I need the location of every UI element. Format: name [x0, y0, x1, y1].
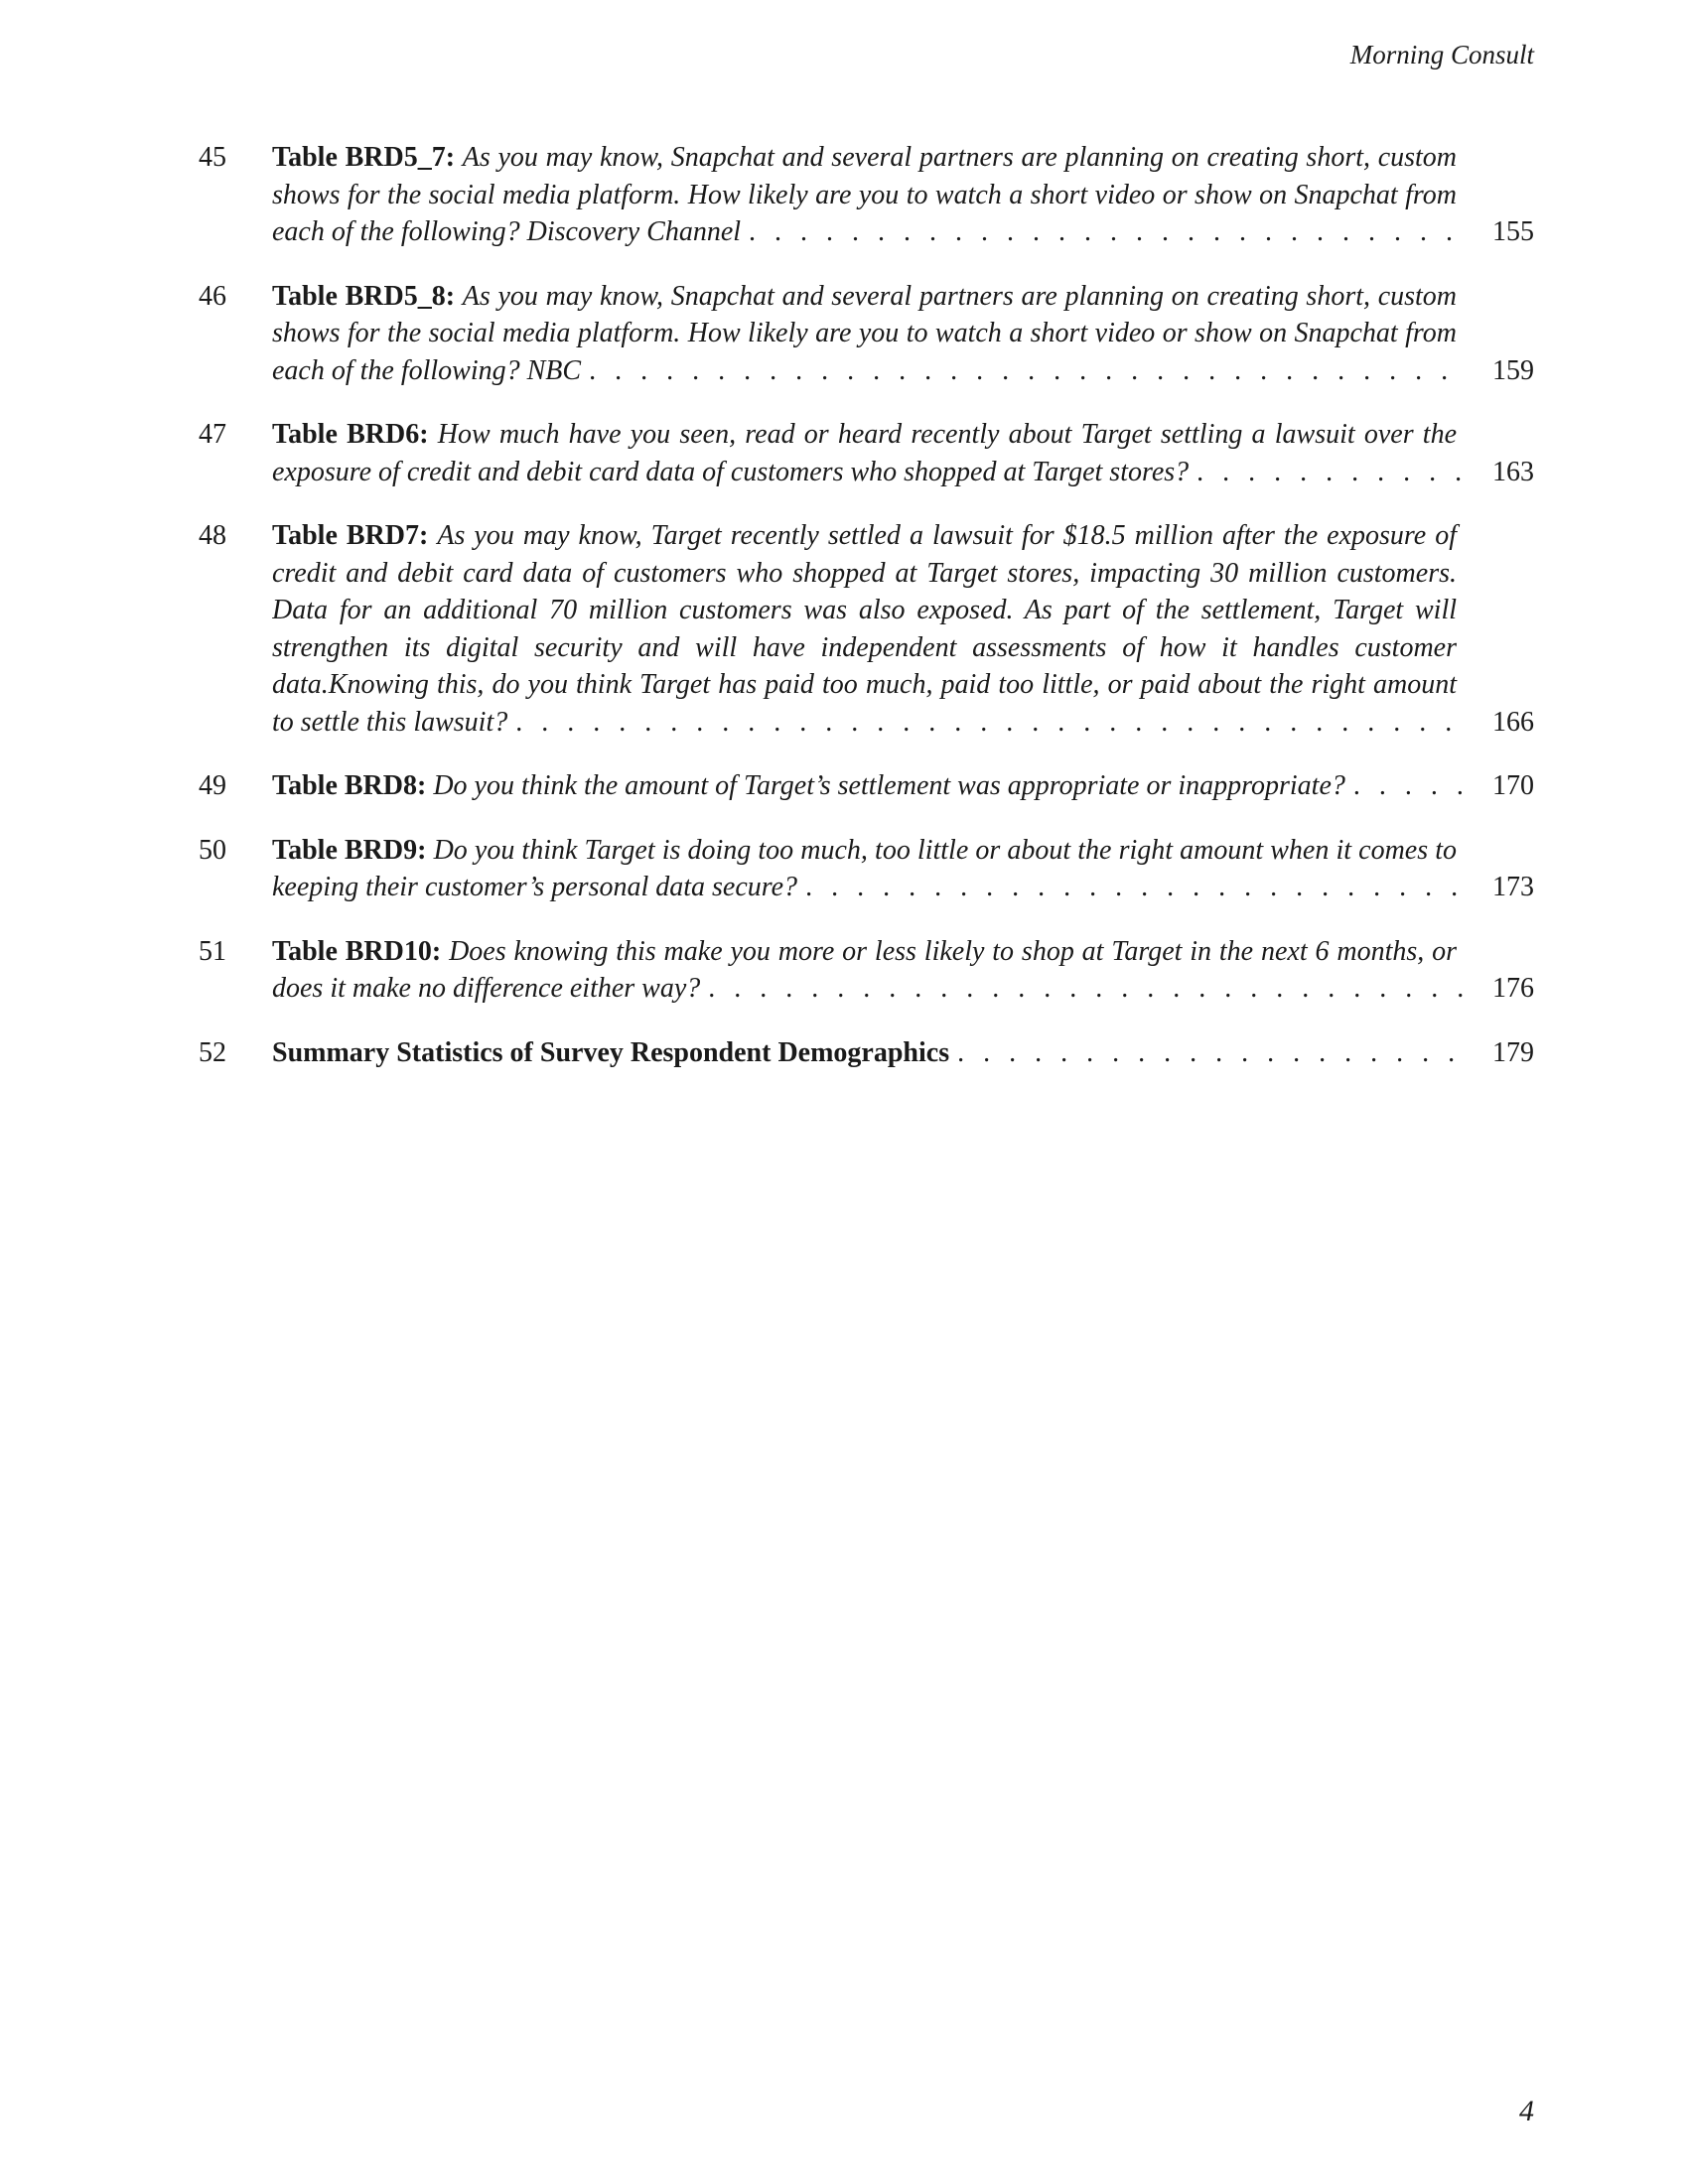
toc-entry-52[interactable] — [199, 1034, 1534, 1072]
table-of-contents — [199, 139, 1534, 1098]
entry-text — [272, 933, 1534, 1008]
entry-page: 173 — [1465, 869, 1534, 906]
toc-entry-48[interactable] — [199, 517, 1534, 741]
entry-page: 159 — [1465, 352, 1534, 390]
entry-label: Table BRD10: — [272, 935, 442, 967]
entry-number: 48 — [199, 520, 226, 551]
entry-number: 52 — [199, 1036, 226, 1068]
entry-text — [272, 767, 1534, 805]
entry-page: 155 — [1465, 213, 1534, 251]
entry-number: 50 — [199, 834, 226, 866]
toc-entry-50[interactable] — [199, 832, 1534, 906]
entry-page: 170 — [1465, 767, 1534, 805]
entry-summary-title: Summary Statistics of Survey Respondent Demographics . . . — [272, 1037, 949, 1068]
toc-entry-46[interactable] — [199, 278, 1534, 390]
entry-page: 163 — [1465, 454, 1534, 491]
entry-page: 176 — [1465, 970, 1534, 1008]
toc-entry-45[interactable] — [199, 139, 1534, 251]
entry-page: 179 — [1465, 1034, 1534, 1072]
entry-text — [272, 832, 1534, 906]
entry-label: Table BRD9: — [272, 834, 427, 866]
entry-body — [272, 1034, 1534, 1072]
entry-text — [272, 139, 1534, 251]
entry-number: 51 — [199, 935, 226, 967]
entry-description: As you may know, Snapchat and several partners are planning on creating short, custom shows for the social media platform. How likely are you to watch a short video or show on Snapchat from each of the following? Discovery Channel . . . — [272, 142, 1457, 247]
entry-text — [272, 278, 1534, 390]
entry-label: Table BRD6: — [272, 419, 429, 450]
entry-description: Do you think the amount of Target’s settlement was appropriate or inappropriate? . . . — [433, 770, 1345, 801]
entry-description: How much have you seen, read or heard recently about Target settling a lawsuit over the exposure of credit and debit card data of customers who shopped at Target stores? . . . — [272, 419, 1457, 487]
entry-label: Table BRD5_8: — [272, 280, 456, 312]
toc-entry-47[interactable] — [199, 416, 1534, 490]
entry-description: Do you think Target is doing too much, too little or about the right amount when it comes to keeping their customer’s personal data secure? . . . — [272, 835, 1457, 903]
entry-description: As you may know, Target recently settled a lawsuit for $18.5 million after the exposure of credit and debit card data of customers who shopped at Target stores, impacting 30 million customers. Data for an additional 70 million customers was also exposed. As part of the settlement, Target will strengthen its digital security and will have independent assessments of how it handles customer data.Knowing this, do you think Target has paid too much, paid too little, or paid about the right amount to settle this lawsuit? . . . — [272, 520, 1457, 738]
entry-description: Does knowing this make you more or less likely to shop at Target in the next 6 months, or does it make no difference either way? . . . — [272, 936, 1457, 1005]
entry-description: As you may know, Snapchat and several partners are planning on creating short, custom shows for the social media platform. How likely are you to watch a short video or show on Snapchat from each of the following? NBC . . . — [272, 281, 1457, 386]
entry-body — [272, 933, 1534, 1008]
entry-body — [272, 416, 1534, 490]
entry-body — [272, 278, 1534, 390]
running-header: Morning Consult — [1349, 40, 1534, 69]
entry-number: 46 — [199, 280, 226, 312]
entry-page: 166 — [1465, 704, 1534, 742]
entry-body — [272, 139, 1534, 251]
entry-text — [272, 1034, 1534, 1072]
toc-entry-51[interactable] — [199, 933, 1534, 1008]
entry-body — [272, 517, 1534, 741]
entry-body — [272, 767, 1534, 805]
page-number: 4 — [1519, 2095, 1534, 2127]
entry-number: 45 — [199, 142, 226, 173]
entry-body — [272, 832, 1534, 906]
entry-number: 49 — [199, 770, 226, 801]
entry-text — [272, 416, 1534, 490]
entry-label: Table BRD5_7: — [272, 142, 456, 173]
entry-label: Table BRD8: — [272, 770, 427, 801]
entry-text — [272, 517, 1534, 741]
entry-label: Table BRD7: — [272, 520, 429, 551]
toc-entry-49[interactable] — [199, 767, 1534, 805]
entry-number: 47 — [199, 419, 226, 450]
